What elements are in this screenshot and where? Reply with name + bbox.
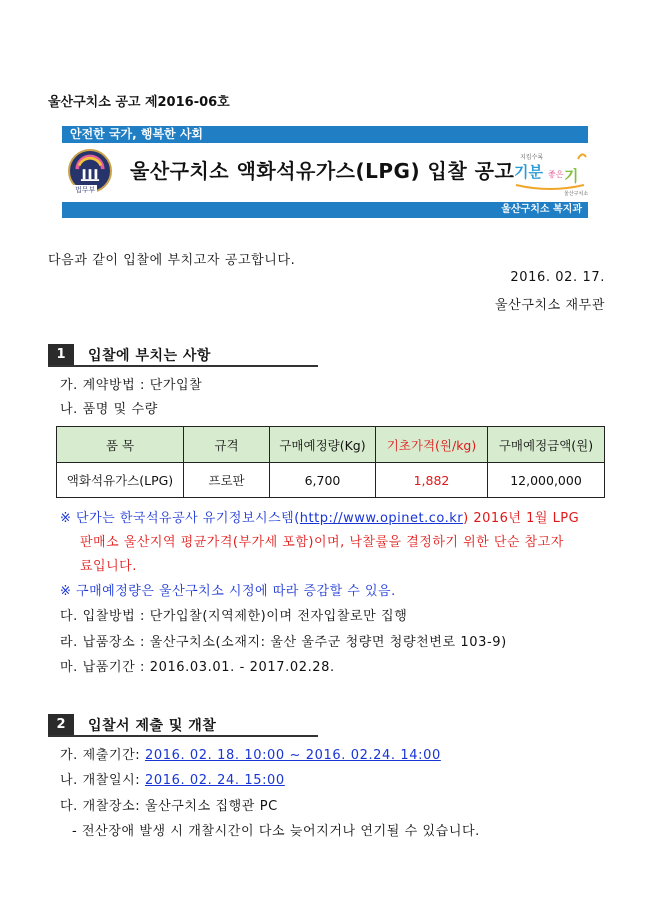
svg-text:지킴수록: 지킴수록: [520, 154, 544, 161]
page-title: 울산구치소 액화석유가스(LPG) 입찰 공고: [130, 159, 515, 183]
cell-base-price: 1,882: [376, 463, 488, 498]
svg-text:기분: 기분: [514, 163, 543, 181]
section-underline: [48, 735, 318, 737]
section-title: 입찰에 부치는 사항: [88, 347, 211, 364]
price-note-suffix: ) 2016년 1월 LPG: [463, 511, 580, 526]
cell-amount: 12,000,000: [488, 463, 605, 498]
quantity-note: ※ 구매예정량은 울산구치소 시정에 따라 증감할 수 있음.: [60, 584, 396, 599]
section-underline: [48, 365, 318, 367]
table-header-row: [57, 427, 605, 463]
header-spec: 규격: [184, 427, 270, 463]
section-2-heading: [48, 714, 216, 735]
section-number: 2: [48, 714, 74, 735]
opening-datetime: [60, 769, 285, 788]
header-base-price: 기초가격(원/kg): [376, 427, 488, 463]
table-row: [57, 463, 605, 498]
submission-value: 2016. 02. 18. 10:00 ~ 2016. 02.24. 14:00: [144, 748, 441, 763]
header-amount: 구매예정금액(원): [488, 427, 605, 463]
cell-quantity: 6,700: [270, 463, 376, 498]
submission-period: [60, 744, 441, 763]
delivery-place: 라. 납품장소 : 울산구치소(소재지: 울산 울주군 청량면 청량천변로 103-9): [60, 635, 507, 650]
slogan-bar: 안전한 국가, 행복한 사회: [62, 126, 588, 143]
opening-place: 다. 개찰장소: 울산구치소 집행관 PC: [60, 799, 278, 814]
item-and-quantity: 나. 품명 및 수량: [60, 402, 158, 417]
opening-value: 2016. 02. 24. 15:00: [144, 773, 285, 788]
opinet-link[interactable]: http://www.opinet.co.kr: [299, 511, 464, 526]
cell-spec: 프로판: [184, 463, 270, 498]
cell-item: 액화석유가스(LPG): [57, 463, 184, 498]
contract-method: 가. 계약방법 : 단가입찰: [60, 378, 203, 393]
section-1-heading: [48, 344, 211, 365]
title-banner: [62, 143, 588, 201]
section-title: 입찰서 제출 및 개찰: [88, 717, 217, 734]
price-note-line2: 판매소 울산지역 평균가격(부가세 포함)이며, 낙찰률을 결정하기 위한 단순 참고자: [80, 535, 564, 550]
department-bar: 울산구치소 복지과: [62, 202, 588, 218]
bid-method: 다. 입찰방법 : 단가입찰(지역제한)이며 전자입찰로만 집행: [60, 609, 408, 624]
emblem-caption: 법무부: [75, 186, 96, 194]
issuer: 울산구치소 재무관: [495, 298, 605, 313]
header-quantity: 구매예정량(Kg): [270, 427, 376, 463]
delivery-period: 마. 납품기간 : 2016.03.01. - 2017.02.28.: [60, 660, 335, 675]
svg-text:울산구치소: 울산구치소: [564, 191, 588, 197]
price-note-prefix: ※ 단가는 한국석유공사 유기정보시스템(: [60, 511, 300, 526]
campaign-logo-icon: [512, 147, 588, 199]
price-note: [60, 507, 579, 526]
notice-date: 2016. 02. 17.: [510, 270, 605, 285]
price-note-line3: 료입니다.: [80, 559, 137, 574]
intro-text: 다음과 같이 입찰에 부치고자 공고합니다.: [48, 253, 296, 268]
svg-text:좋은: 좋은: [548, 170, 564, 179]
notice-number: 울산구치소 공고 제2016-06호: [48, 95, 230, 110]
svg-text:기: 기: [564, 167, 579, 185]
header-item: 품 목: [57, 427, 184, 463]
submission-label: 가. 제출기간:: [60, 748, 145, 763]
delay-remark: - 전산장애 발생 시 개찰시간이 다소 늦어지거나 연기될 수 있습니다.: [72, 824, 480, 839]
opening-label: 나. 개찰일시:: [60, 773, 145, 788]
bid-table: [56, 426, 605, 498]
section-number: 1: [48, 344, 74, 365]
